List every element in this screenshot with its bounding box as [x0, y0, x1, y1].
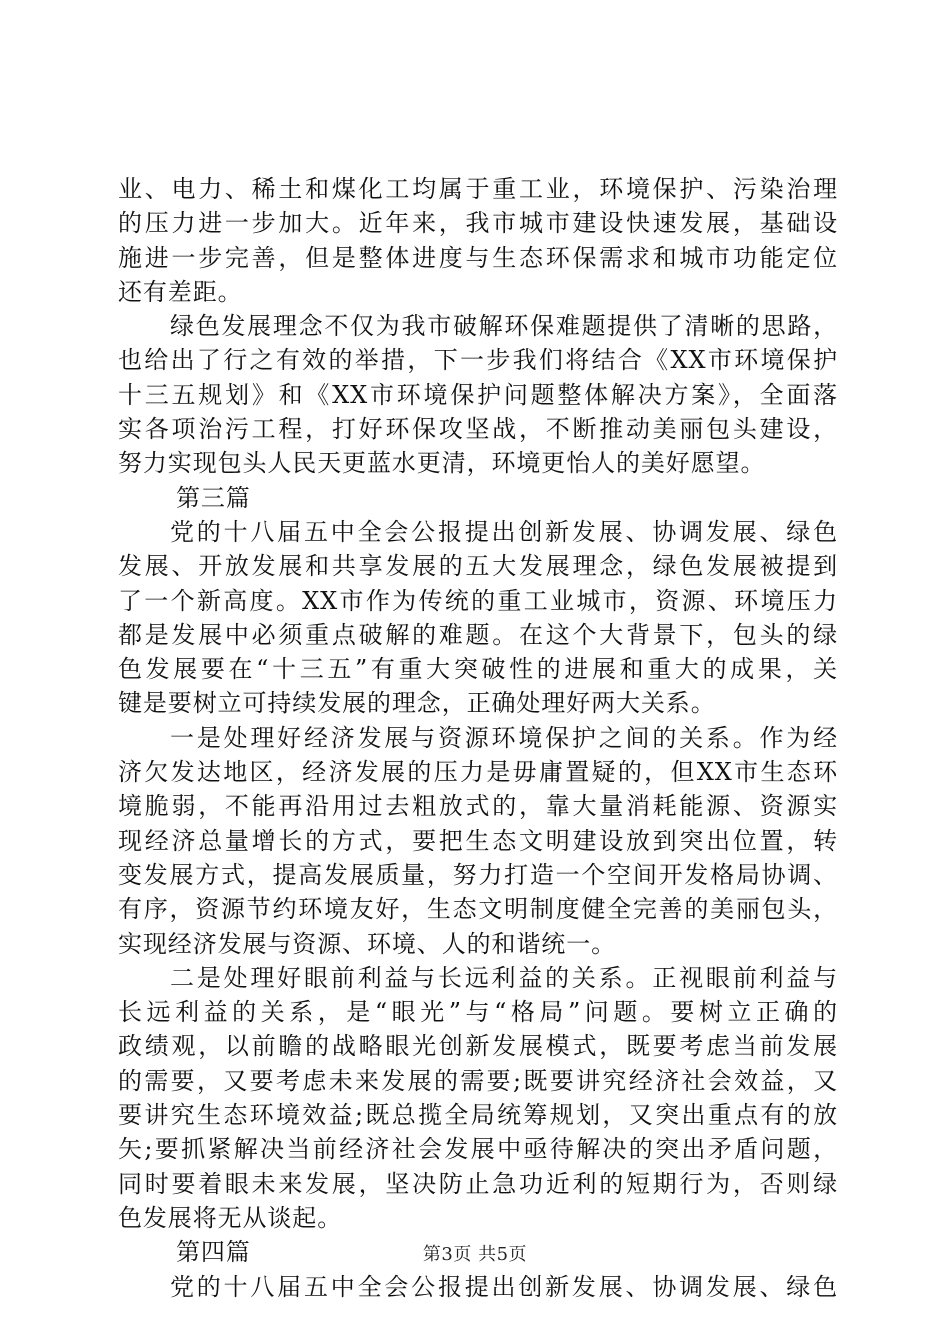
- text-line: 施进一步完善，但是整体进度与生态环保需求和城市功能定位: [118, 243, 838, 272]
- text-line: 政绩观，以前瞻的战略眼光创新发展模式，既要考虑当前发展: [118, 1032, 838, 1061]
- section-heading: 第四篇: [176, 1238, 251, 1267]
- text-line: 实各项治污工程，打好环保攻坚战，不断推动美丽包头建设，: [118, 415, 838, 444]
- text-line: 努力实现包头人民天更蓝水更清，环境更怡人的美好愿望。: [118, 449, 766, 478]
- text-line: 十三五规划》和《XX市环境保护问题整体解决方案》，全面落: [118, 380, 838, 409]
- text-line: 党的十八届五中全会公报提出创新发展、协调发展、绿色: [170, 517, 838, 546]
- text-line: 一是处理好经济发展与资源环境保护之间的关系。作为经: [170, 723, 838, 752]
- text-line: 了一个新高度。XX市作为传统的重工业城市，资源、环境压力: [118, 586, 838, 615]
- text-line: 实现经济发展与资源、环境、人的和谐统一。: [118, 929, 616, 958]
- text-line: 矢;要抓紧解决当前经济社会发展中亟待解决的突出矛盾问题，: [118, 1135, 838, 1164]
- page-footer: 第3页 共5页: [422, 1244, 528, 1265]
- text-line: 也给出了行之有效的举措，下一步我们将结合《XX市环境保护: [118, 346, 838, 375]
- text-line: 长远利益的关系，是“眼光”与“格局”问题。要树立正确的: [118, 998, 838, 1027]
- text-line: 都是发展中必须重点破解的难题。在这个大背景下，包头的绿: [118, 620, 838, 649]
- text-line: 发展、开放发展和共享发展的五大发展理念，绿色发展被提到: [118, 552, 838, 581]
- text-line: 要讲究生态环境效益;既总揽全局统筹规划，又突出重点有的放: [118, 1101, 838, 1130]
- text-line: 同时要着眼未来发展，坚决防止急功近利的短期行为，否则绿: [118, 1169, 838, 1198]
- text-line: 绿色发展理念不仅为我市破解环保难题提供了清晰的思路，: [170, 312, 838, 341]
- text-line: 色发展要在“十三五”有重大突破性的进展和重大的成果，关: [118, 655, 838, 684]
- text-line: 二是处理好眼前利益与长远利益的关系。正视眼前利益与: [170, 963, 838, 992]
- text-line: 业、电力、稀土和煤化工均属于重工业，环境保护、污染治理: [118, 175, 838, 203]
- text-line: 现经济总量增长的方式，要把生态文明建设放到突出位置，转: [118, 826, 838, 855]
- document-body: [118, 172, 838, 1304]
- text-line: 还有差距。: [118, 277, 243, 306]
- text-line: 境脆弱，不能再沿用过去粗放式的，靠大量消耗能源、资源实: [118, 792, 838, 821]
- text-line: 键是要树立可持续发展的理念，正确处理好两大关系。: [118, 689, 716, 718]
- text-line: 党的十八届五中全会公报提出创新发展、协调发展、绿色: [170, 1272, 838, 1301]
- text-line: 色发展将无从谈起。: [118, 1203, 343, 1232]
- text-line: 变发展方式，提高发展质量，努力打造一个空间开发格局协调、: [118, 860, 838, 889]
- text-line: 有序，资源节约环境友好，生态文明制度健全完善的美丽包头，: [118, 895, 838, 924]
- text-line: 济欠发达地区，经济发展的压力是毋庸置疑的，但XX市生态环: [118, 758, 838, 787]
- section-heading: 第三篇: [176, 483, 251, 512]
- text-line: 的压力进一步加大。近年来，我市城市建设快速发展，基础设: [118, 209, 838, 238]
- text-line: 的需要，又要考虑未来发展的需要;既要讲究经济社会效益，又: [118, 1066, 838, 1095]
